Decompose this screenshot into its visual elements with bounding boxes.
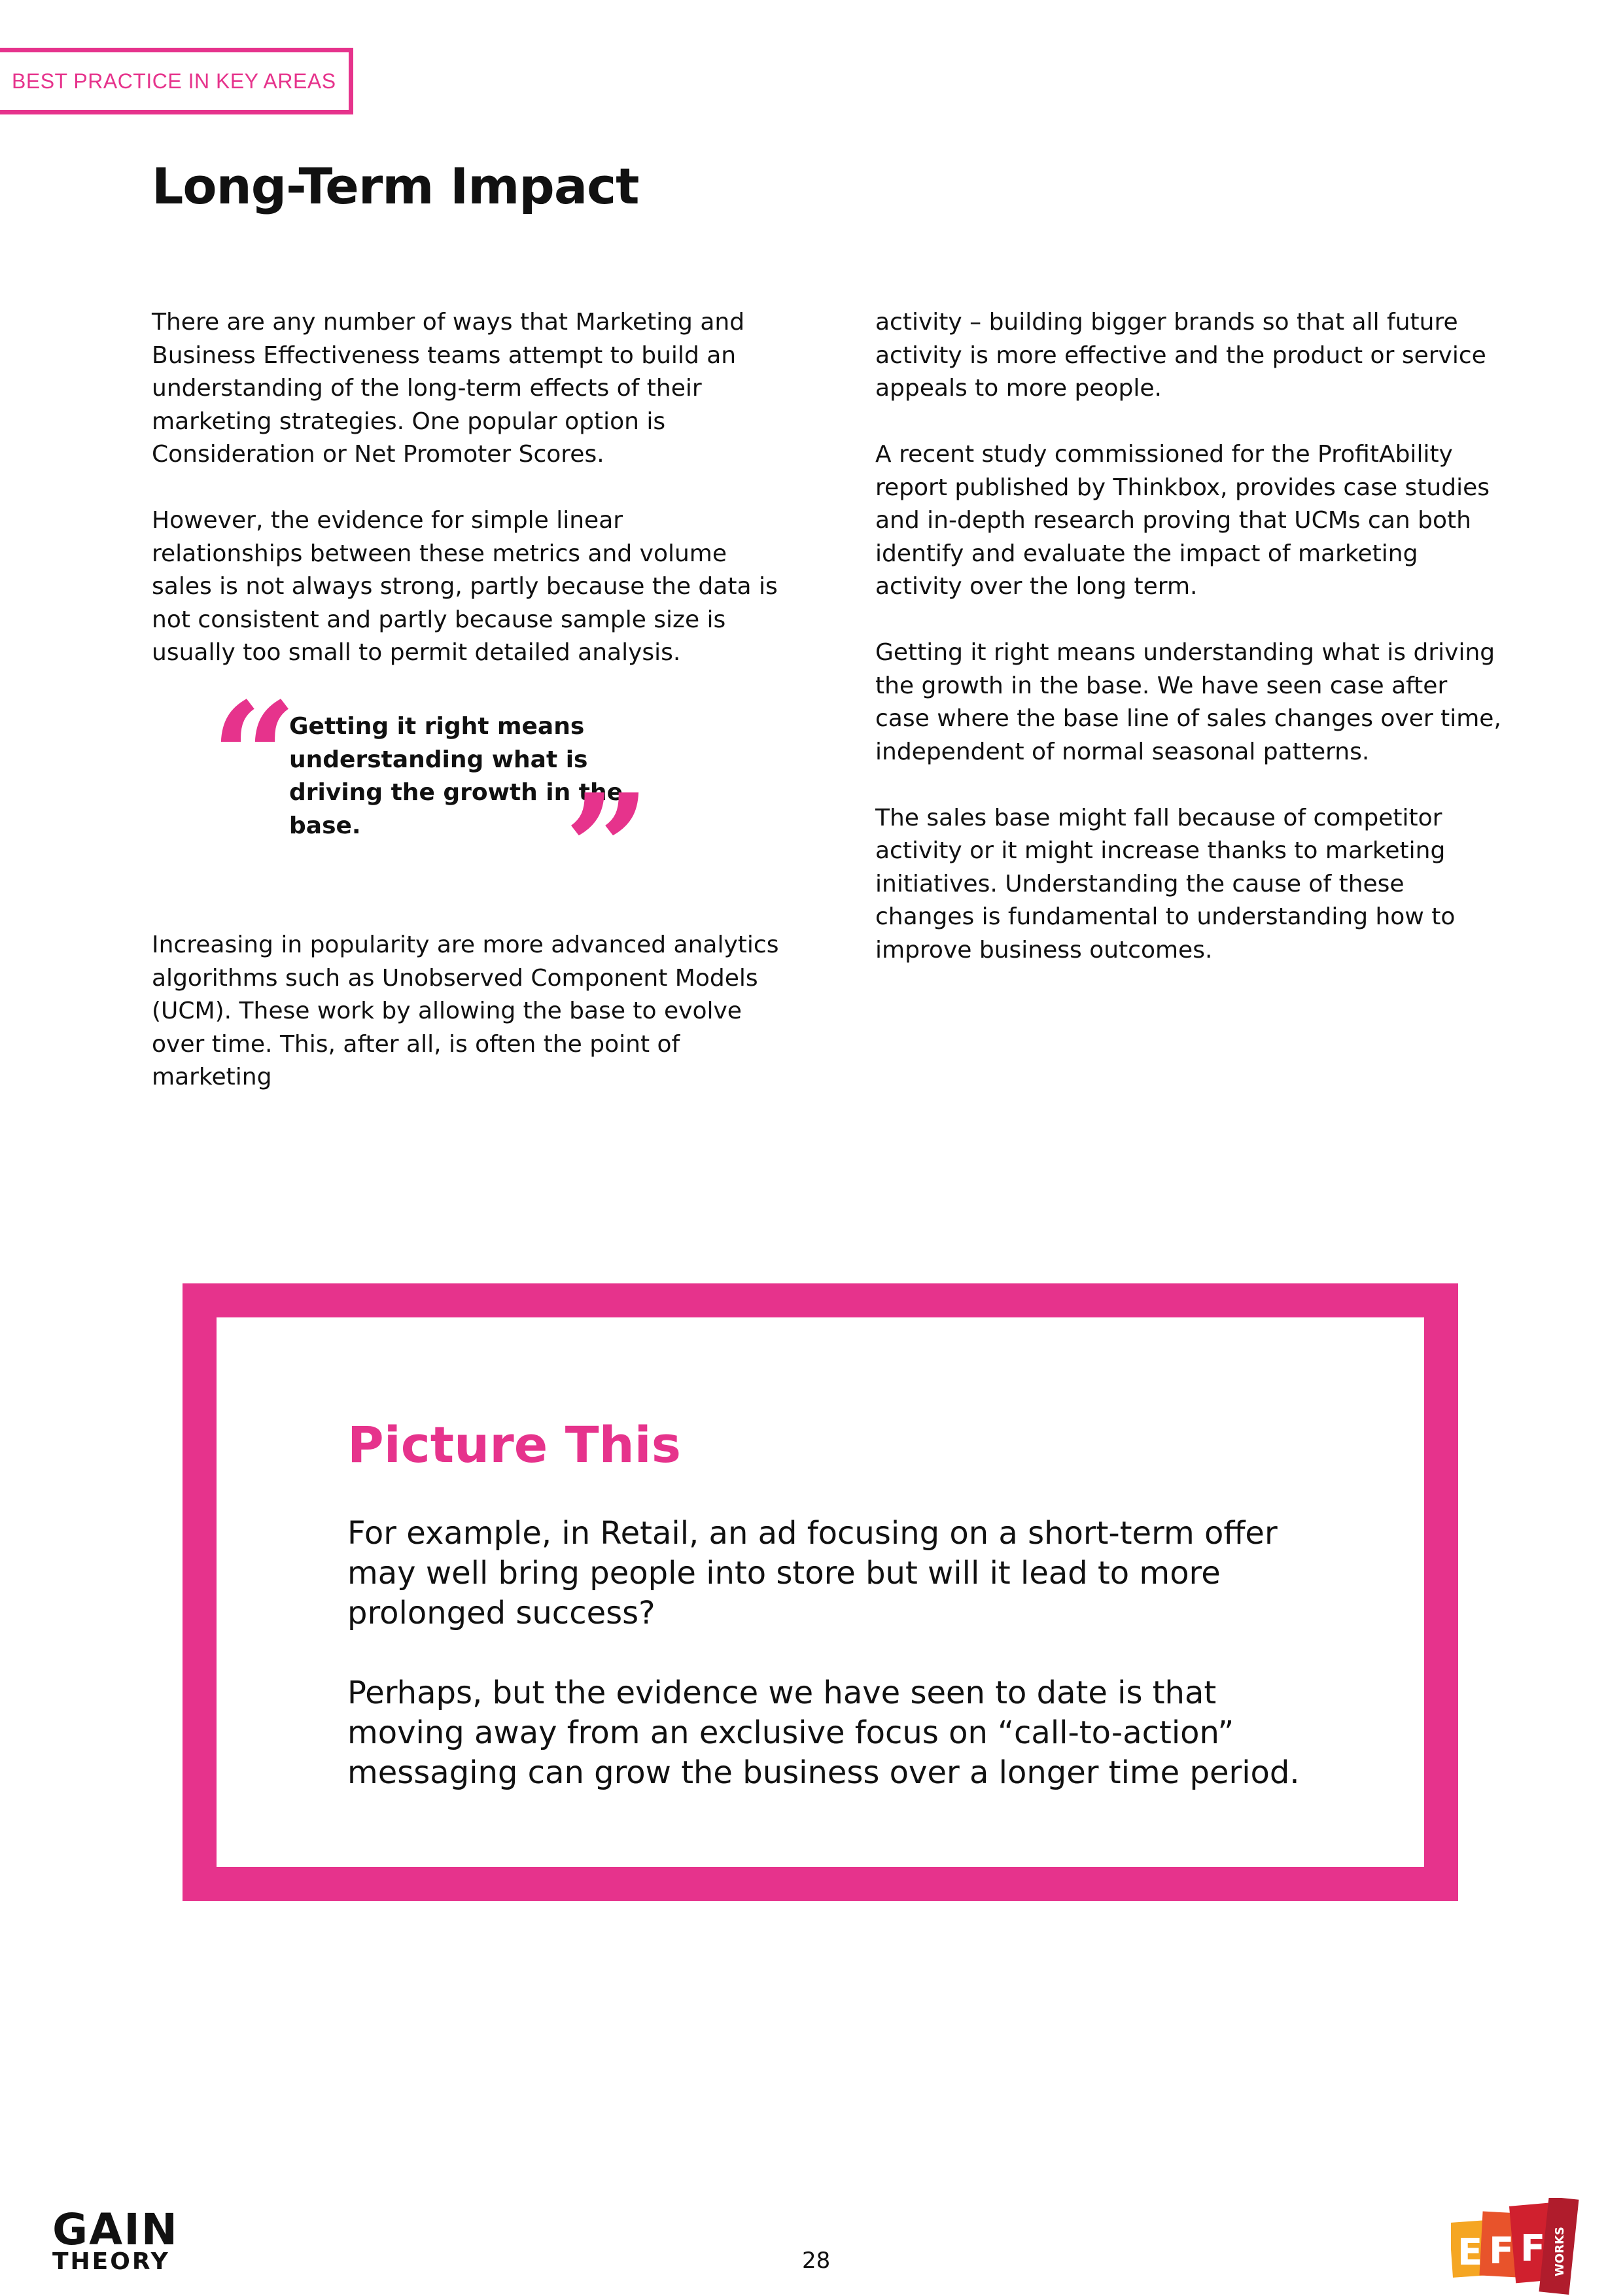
- page-title: Long-Term Impact: [152, 157, 639, 215]
- close-quote-icon: ”: [564, 761, 651, 938]
- eff-letter-f: F: [1520, 2227, 1546, 2270]
- callout-paragraph: Perhaps, but the evidence we have seen to date is that moving away from an exclusive focus on “call-to-action” messaging can grow the business over a longer time period.: [347, 1675, 1300, 1791]
- paragraph: A recent study commissioned for the ProfitAbility report published by Thinkbox, provides case studies and in-depth research proving that UCMs can both identify and evaluate the impact of marketing activity over the long term.: [875, 441, 1490, 600]
- eff-works-text: WORKS: [1553, 2227, 1567, 2276]
- logo-line-2: THEORY: [52, 2248, 170, 2275]
- open-quote-icon: “: [211, 670, 298, 846]
- callout-box: [183, 1283, 1458, 1901]
- eff-works-logo: [1451, 2198, 1582, 2296]
- left-column: [152, 306, 780, 1127]
- eff-letter-f: F: [1489, 2230, 1514, 2272]
- gain-theory-logo: [52, 2204, 179, 2275]
- paragraph: However, the evidence for simple linear relationships between these metrics and volume sales is not always strong, partly because the data is not consistent and partly because sample size is usually too small to permit detailed analysis.: [152, 507, 778, 666]
- paragraph: Getting it right means understanding what is driving the growth in the base. We have seen case after case where the base line of sales changes over time, independent of normal seasonal patterns.: [875, 639, 1501, 765]
- paragraph: activity – building bigger brands so that all future activity is more effective and the product or service appeals to more people.: [875, 309, 1486, 402]
- pull-quote-text: Getting it right means understanding what is driving the growth in the base.: [289, 713, 623, 839]
- callout-title: Picture This: [347, 1416, 681, 1474]
- paragraph: There are any number of ways that Marketing and Business Effectiveness teams attempt to build an understanding of the long-term effects of their marketing strategies. One popular option is Consideration or Net Promoter Scores.: [152, 309, 745, 468]
- section-tag: BEST PRACTICE IN KEY AREAS: [0, 48, 353, 114]
- paragraph: The sales base might fall because of competitor activity or it might increase thanks to marketing initiatives. Understanding the cause of these changes is fundamental to understanding how to improve business outcomes.: [875, 804, 1456, 964]
- callout-body: [347, 1514, 1329, 1833]
- pull-quote: [152, 670, 780, 938]
- page-number: 28: [802, 2248, 831, 2274]
- eff-letter-e: E: [1457, 2231, 1483, 2274]
- right-column: [875, 306, 1503, 1000]
- callout-paragraph: For example, in Retail, an ad focusing on a short-term offer may well bring people into store but will it lead to more prolonged success?: [347, 1515, 1278, 1631]
- logo-line-1: GAIN: [52, 2204, 179, 2255]
- paragraph: Increasing in popularity are more advanced analytics algorithms such as Unobserved Component Models (UCM). These work by allowing the base to evolve over time. This, after all, is often the point of marketing: [152, 931, 779, 1090]
